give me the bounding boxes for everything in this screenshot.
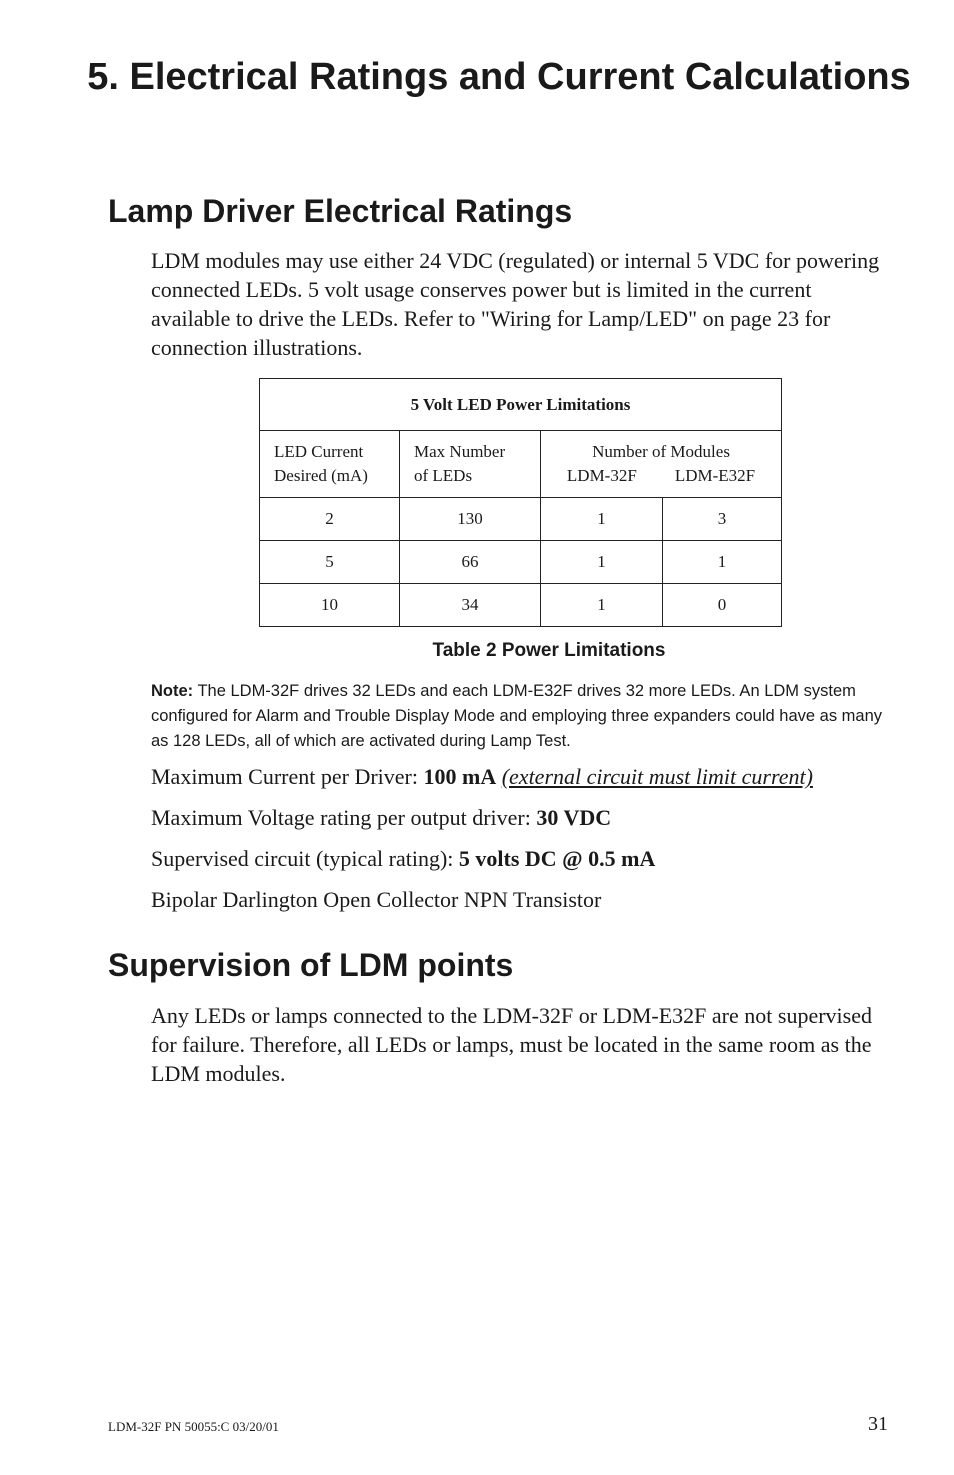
- page-number: 31: [868, 1413, 888, 1435]
- note-label: Note:: [151, 682, 194, 700]
- section-title-lamp-driver: Lamp Driver Electrical Ratings: [108, 193, 573, 229]
- intro-paragraph: LDM modules may use either 24 VDC (regulated) or internal 5 VDC for powering connected LEDs. 5 volt usage conserves power but is limited in the current available to drive the LEDs. Refer to "Wiring for Lamp/LED" on page 23 for connection illustrations.: [151, 248, 880, 360]
- cell-ldm-32f: 1: [541, 541, 663, 584]
- note-paragraph: [151, 679, 896, 754]
- cell-ldm-e32f: 1: [663, 541, 782, 584]
- header-number-of-modules: [541, 431, 782, 498]
- cell-ldm-32f: 1: [541, 584, 663, 627]
- header-max-leds-line1: Max Number: [414, 442, 506, 461]
- spec-supervised-value: 5 volts DC @ 0.5 mA: [458, 846, 656, 871]
- chapter-title: 5. Electrical Ratings and Current Calculations: [87, 56, 911, 98]
- cell-ldm-32f: 1: [541, 498, 663, 541]
- note-text: The LDM-32F drives 32 LEDs and each LDM-E32F drives 32 more LEDs. An LDM system configured for Alarm and Trouble Display Mode and employing three expanders could have as many as 128 LEDs, all of which are activated during Lamp Test.: [151, 682, 883, 750]
- table-row: [260, 584, 782, 627]
- footer-doc-id: LDM-32F PN 50055:C 03/20/01: [108, 1419, 279, 1434]
- spec-max-voltage-label: Maximum Voltage rating per output driver:: [151, 805, 537, 830]
- cell-current: 2: [260, 498, 400, 541]
- header-led-current-line2: Desired (mA): [274, 466, 368, 485]
- spec-transistor: Bipolar Darlington Open Collector NPN Transistor: [151, 887, 602, 912]
- table-row: [260, 498, 782, 541]
- header-max-leds: [400, 431, 541, 498]
- cell-ldm-e32f: 3: [663, 498, 782, 541]
- cell-current: 5: [260, 541, 400, 584]
- spec-supervised-label: Supervised circuit (typical rating):: [151, 846, 459, 871]
- table-caption: Table 2 Power Limitations: [432, 640, 666, 661]
- spec-max-voltage-value: 30 VDC: [536, 805, 612, 830]
- header-ldm-32f: LDM-32F: [566, 466, 637, 485]
- power-limitations-table: [259, 378, 782, 627]
- section-title-supervision: Supervision of LDM points: [108, 947, 514, 983]
- spec-max-current-note: (external circuit must limit current): [501, 764, 813, 789]
- cell-current: 10: [260, 584, 400, 627]
- header-modules-line1: Number of Modules: [592, 442, 730, 461]
- spec-max-current-label: Maximum Current per Driver:: [151, 764, 424, 789]
- spec-supervised-circuit: [151, 844, 655, 873]
- table-title: 5 Volt LED Power Limitations: [260, 379, 782, 431]
- spec-max-voltage: [151, 803, 611, 832]
- cell-ldm-e32f: 0: [663, 584, 782, 627]
- cell-max-leds: 66: [400, 541, 541, 584]
- table-row: [260, 541, 782, 584]
- header-led-current: [260, 431, 400, 498]
- spec-max-current: [151, 762, 813, 791]
- supervision-paragraph: Any LEDs or lamps connected to the LDM-32F or LDM-E32F are not supervised for failure. Therefore, all LEDs or lamps, must be located in the same room as the LDM modules.: [151, 1003, 872, 1086]
- cell-max-leds: 130: [400, 498, 541, 541]
- header-ldm-e32f: LDM-E32F: [674, 466, 756, 485]
- header-led-current-line1: LED Current: [274, 442, 364, 461]
- header-max-leds-line2: of LEDs: [414, 466, 473, 485]
- spec-max-current-value: 100 mA: [423, 764, 497, 789]
- cell-max-leds: 34: [400, 584, 541, 627]
